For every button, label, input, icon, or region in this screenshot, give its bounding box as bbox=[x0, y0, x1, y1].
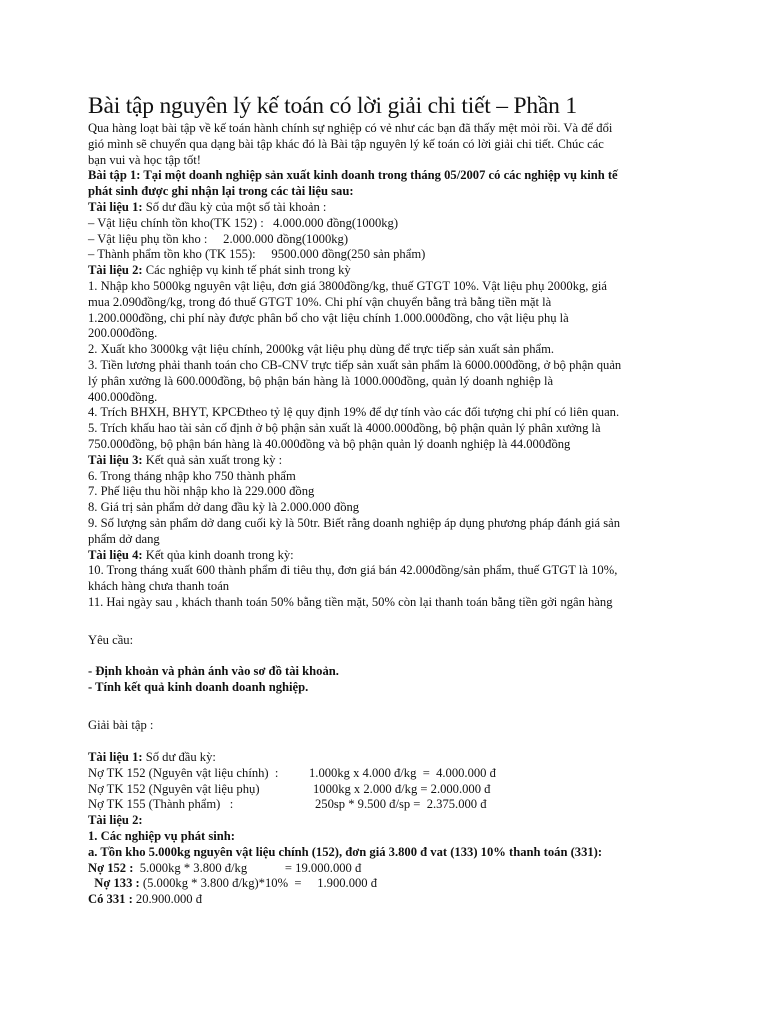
balance-account: Nợ TK 152 (Nguyên vật liệu chính) : bbox=[88, 765, 279, 780]
doc3-line: phẩm dở dang bbox=[88, 531, 160, 546]
doc3-text: Kết quả sản xuất trong kỳ : bbox=[142, 452, 283, 467]
doc2-line: 400.000đồng. bbox=[88, 389, 158, 404]
spacer bbox=[88, 611, 688, 627]
solution-doc1-text: Số dư đầu kỳ: bbox=[142, 750, 216, 765]
balance-calc: 1000kg x 2.000 đ/kg = 2.000.000 đ bbox=[313, 781, 491, 796]
doc1-text: Số dư đầu kỳ của một số tài khoản : bbox=[142, 199, 327, 214]
entry-text: 20.900.000 đ bbox=[132, 892, 203, 907]
doc3-heading bbox=[88, 453, 688, 469]
journal-entry bbox=[88, 876, 688, 892]
intro-line: Qua hàng loạt bài tập về kế toán hành chính sự nghiệp có vẻ như các bạn đã thấy mệt mỏi rồi. Và để đổi bbox=[88, 121, 613, 135]
intro-line: bạn vui và học tập tốt! bbox=[88, 152, 201, 167]
balance-row bbox=[88, 766, 688, 782]
doc2-line: 1.200.000đồng, chi phí này được phân bổ cho vật liệu chính 1.000.000đồng, cho vật liệu phụ là bbox=[88, 310, 569, 325]
doc4-line: 11. Hai ngày sau , khách thanh toán 50% bằng tiền mặt, 50% còn lại thanh toán bằng tiền gởi ngân hàng bbox=[88, 594, 613, 609]
doc1-line: – Vật liệu chính tồn kho(TK 152) : 4.000.000 đồng(1000kg) bbox=[88, 215, 399, 230]
doc2-text: Các nghiệp vụ kinh tế phát sinh trong kỳ bbox=[142, 263, 351, 278]
balance-calc: 1.000kg x 4.000 đ/kg = 4.000.000 đ bbox=[309, 765, 496, 780]
spacer bbox=[88, 648, 688, 664]
doc3-line: 6. Trong tháng nhập kho 750 thành phẩm bbox=[88, 468, 296, 483]
document-body bbox=[88, 121, 688, 908]
doc4-line: khách hàng chưa thanh toán bbox=[88, 579, 230, 594]
doc2-line: 1. Nhập kho 5000kg nguyên vật liệu, đơn giá 3800đồng/kg, thuế GTGT 10%. Vật liệu phụ 2000kg, giá bbox=[88, 278, 607, 293]
doc1-heading bbox=[88, 200, 688, 216]
balance-row bbox=[88, 797, 688, 813]
page-title: Bài tập nguyên lý kế toán có lời giải chi tiết – Phần 1 bbox=[88, 93, 577, 119]
doc4-heading bbox=[88, 548, 688, 564]
spacer bbox=[88, 734, 688, 750]
doc4-label: Tài liệu 4: bbox=[88, 547, 143, 562]
balance-row bbox=[88, 782, 688, 798]
journal-entry bbox=[88, 892, 688, 908]
exercise-heading: Bài tập 1: Tại một doanh nghiệp sản xuất kinh doanh trong tháng 05/2007 có các nghiệp vụ kinh tế bbox=[88, 168, 618, 183]
doc3-label: Tài liệu 3: bbox=[88, 452, 143, 467]
exercise-heading: phát sinh được ghi nhận lại trong các tài liệu sau: bbox=[88, 184, 354, 199]
doc4-line: 10. Trong tháng xuất 600 thành phẩm đi tiêu thụ, đơn giá bán 42.000đồng/sản phẩm, thuế GTGT là 10%, bbox=[88, 563, 618, 578]
doc2-line: 5. Trích khấu hao tài sản cố định ở bộ phận sản xuất là 4000.000đồng, bộ phận quản lý phân xưởng là bbox=[88, 421, 601, 436]
solution-doc1-heading bbox=[88, 750, 688, 766]
doc3-line: 9. Số lượng sản phẩm dở dang cuối kỳ là 50tr. Biết rằng doanh nghiệp áp dụng phương pháp đánh giá sản bbox=[88, 515, 621, 530]
intro-line: gió mình sẽ chuyển qua dạng bài tập khác đó là Bài tập nguyên lý kế toán có lời giải chi tiết. Chúc các bbox=[88, 136, 604, 151]
doc2-heading bbox=[88, 263, 688, 279]
doc1-line: – Thành phẩm tồn kho (TK 155): 9500.000 đồng(250 sản phẩm) bbox=[88, 247, 426, 262]
solution-doc1-label: Tài liệu 1: bbox=[88, 750, 143, 765]
requirement-item: - Tính kết quả kinh doanh doanh nghiệp. bbox=[88, 679, 309, 694]
doc3-line: 8. Giá trị sản phẩm dở dang đầu kỳ là 2.000.000 đồng bbox=[88, 500, 360, 515]
spacer bbox=[88, 696, 688, 712]
doc4-text: Kết qủa kinh doanh trong kỳ: bbox=[142, 547, 294, 562]
arising-heading: 1. Các nghiệp vụ phát sinh: bbox=[88, 829, 235, 844]
balance-account: Nợ TK 155 (Thành phẩm) : bbox=[88, 797, 234, 812]
entry-text: (5.000kg * 3.800 đ/kg)*10% = 1.900.000 đ bbox=[139, 876, 378, 891]
requirement-item: - Định khoản và phản ánh vào sơ đồ tài khoản. bbox=[88, 664, 339, 679]
entry-label: Có 331 : bbox=[88, 892, 133, 907]
journal-entry bbox=[88, 861, 688, 877]
doc1-line: – Vật liệu phụ tồn kho : 2.000.000 đồng(1000kg) bbox=[88, 231, 349, 246]
balance-calc: 250sp * 9.500 đ/sp = 2.375.000 đ bbox=[315, 797, 487, 812]
item-a: a. Tồn kho 5.000kg nguyên vật liệu chính (152), đơn giá 3.800 đ vat (133) 10% thanh toán (331): bbox=[88, 844, 603, 859]
doc2-line: 4. Trích BHXH, BHYT, KPCĐtheo tỷ lệ quy định 19% để dự tính vào các đối tượng chi phí có liên quan. bbox=[88, 405, 620, 420]
doc2-line: 750.000đồng, bộ phận bán hàng là 40.000đồng và bộ phận quản lý doanh nghiệp là 44.000đồng bbox=[88, 436, 571, 451]
doc2-line: lý phân xưởng là 600.000đồng, bộ phận bán hàng là 1000.000đồng, quản lý doanh nghiệp là bbox=[88, 373, 554, 388]
requirements-label: Yêu cầu: bbox=[88, 632, 134, 647]
doc3-line: 7. Phế liệu thu hồi nhập kho là 229.000 đồng bbox=[88, 484, 315, 499]
doc2-line: 2. Xuất kho 3000kg vật liệu chính, 2000kg vật liệu phụ dùng để trực tiếp sản xuất sản phẩm. bbox=[88, 342, 555, 357]
doc2-label: Tài liệu 2: bbox=[88, 263, 143, 278]
balance-account: Nợ TK 152 (Nguyên vật liệu phụ) bbox=[88, 781, 260, 796]
entry-text: 5.000kg * 3.800 đ/kg = 19.000.000 đ bbox=[133, 860, 362, 875]
entry-label: Nợ 133 : bbox=[88, 876, 140, 891]
entry-label: Nợ 152 : bbox=[88, 860, 134, 875]
doc1-label: Tài liệu 1: bbox=[88, 199, 143, 214]
doc2-line: 3. Tiền lương phải thanh toán cho CB-CNV trực tiếp sản xuất sản phẩm là 6000.000đồng, ở bộ phận quản bbox=[88, 357, 622, 372]
solution-label: Giải bài tập : bbox=[88, 718, 154, 733]
doc2-line: 200.000đồng. bbox=[88, 326, 158, 341]
solution-doc2-label: Tài liệu 2: bbox=[88, 813, 143, 828]
doc2-line: mua 2.090đồng/kg, trong đó thuế GTGT 10%. Chi phí vận chuyển bằng trả bằng tiền mặt là bbox=[88, 294, 552, 309]
